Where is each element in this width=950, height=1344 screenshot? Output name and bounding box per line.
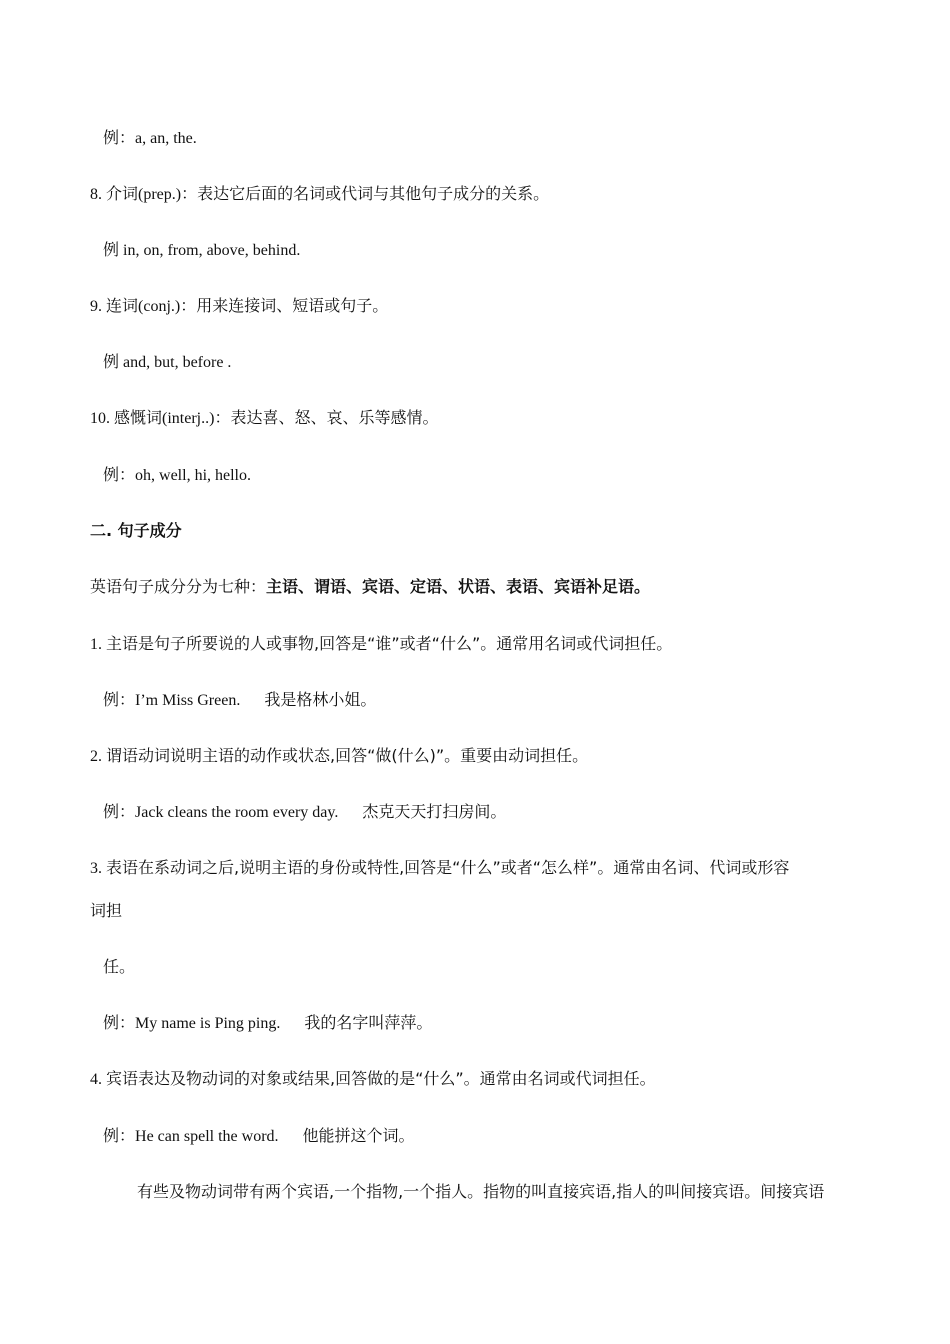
example-label: 例 bbox=[103, 352, 120, 371]
item-subject bbox=[90, 634, 672, 655]
example-articles bbox=[103, 128, 197, 149]
item-predicate bbox=[90, 746, 588, 767]
item-number: 1. bbox=[90, 636, 106, 653]
example-en: My name is Ping ping. bbox=[135, 1015, 281, 1032]
example-subject bbox=[103, 690, 376, 711]
example-cn: 杰克天天打扫房间。 bbox=[362, 802, 507, 821]
example-en: I’m Miss Green. bbox=[135, 692, 241, 709]
term-definition: ：用来连接词、短语或句子。 bbox=[180, 296, 389, 315]
example-interjections bbox=[103, 465, 251, 486]
item-text: 表语在系动词之后,说明主语的身份或特性,回答是“什么”或者“怎么样”。通常由名词、代词或形容 bbox=[106, 858, 790, 877]
example-label: 例： bbox=[103, 690, 136, 709]
example-object bbox=[103, 1126, 415, 1147]
item-number: 9. bbox=[90, 298, 106, 315]
section-heading: 二. 句子成分 bbox=[90, 521, 182, 540]
item-predicative bbox=[90, 858, 789, 879]
example-label: 例： bbox=[103, 1013, 136, 1032]
example-text: in, on, from, above, behind. bbox=[119, 242, 301, 259]
term-definition: ：表达它后面的名词或代词与其他句子成分的关系。 bbox=[181, 184, 550, 203]
term-cn: 感慨词 bbox=[114, 408, 163, 427]
example-conjunctions bbox=[103, 352, 231, 373]
example-text: ：a, an, the. bbox=[119, 130, 197, 147]
item-predicative-cont: 词担 bbox=[90, 901, 123, 920]
example-en: He can spell the word. bbox=[135, 1128, 279, 1145]
example-label: 例 bbox=[103, 465, 120, 484]
item-preposition bbox=[90, 184, 549, 205]
sentence-components-intro bbox=[90, 577, 650, 598]
example-label: 例： bbox=[103, 1126, 136, 1145]
item-text: 宾语表达及物动词的对象或结果,回答做的是“什么”。通常由名词或代词担任。 bbox=[106, 1069, 656, 1088]
item-interjection bbox=[90, 408, 438, 429]
item-text: 主语是句子所要说的人或事物,回答是“谁”或者“什么”。通常用名词或代词担任。 bbox=[106, 634, 673, 653]
component-list: 主语、谓语、宾语、定语、状语、表语、宾语补足语。 bbox=[266, 577, 651, 596]
item-number: 8. bbox=[90, 186, 106, 203]
example-label: 例： bbox=[103, 802, 136, 821]
term-abbr: (conj.) bbox=[138, 298, 181, 315]
item-number: 3. bbox=[90, 860, 106, 877]
example-label: 例 bbox=[103, 128, 120, 147]
example-predicative bbox=[103, 1013, 432, 1034]
item-object bbox=[90, 1069, 656, 1090]
term-abbr: (interj..) bbox=[162, 410, 215, 427]
term-definition: ：表达喜、怒、哀、乐等感情。 bbox=[214, 408, 439, 427]
item-conjunction bbox=[90, 296, 388, 317]
item-number: 10. bbox=[90, 410, 114, 427]
example-cn: 我是格林小姐。 bbox=[264, 690, 377, 709]
example-text: ：oh, well, hi, hello. bbox=[119, 467, 252, 484]
item-predicative-end: 任。 bbox=[103, 957, 136, 976]
item-text: 谓语动词说明主语的动作或状态,回答“做(什么)”。重要由动词担任。 bbox=[106, 746, 589, 765]
object-note-paragraph: 有些及物动词带有两个宾语,一个指物,一个指人。指物的叫直接宾语,指人的叫间接宾语。间接宾语 bbox=[137, 1182, 825, 1201]
term-cn: 介词 bbox=[106, 184, 139, 203]
example-label: 例 bbox=[103, 240, 120, 259]
example-cn: 我的名字叫萍萍。 bbox=[304, 1013, 433, 1032]
term-cn: 连词 bbox=[106, 296, 139, 315]
intro-text: 英语句子成分分为七种： bbox=[90, 577, 267, 596]
term-abbr: (prep.) bbox=[138, 186, 182, 203]
item-number: 4. bbox=[90, 1071, 106, 1088]
example-text: and, but, before . bbox=[119, 354, 232, 371]
item-number: 2. bbox=[90, 748, 106, 765]
example-predicate bbox=[103, 802, 506, 823]
example-cn: 他能拼这个词。 bbox=[302, 1126, 415, 1145]
example-prepositions bbox=[103, 240, 300, 261]
example-en: Jack cleans the room every day. bbox=[135, 804, 339, 821]
